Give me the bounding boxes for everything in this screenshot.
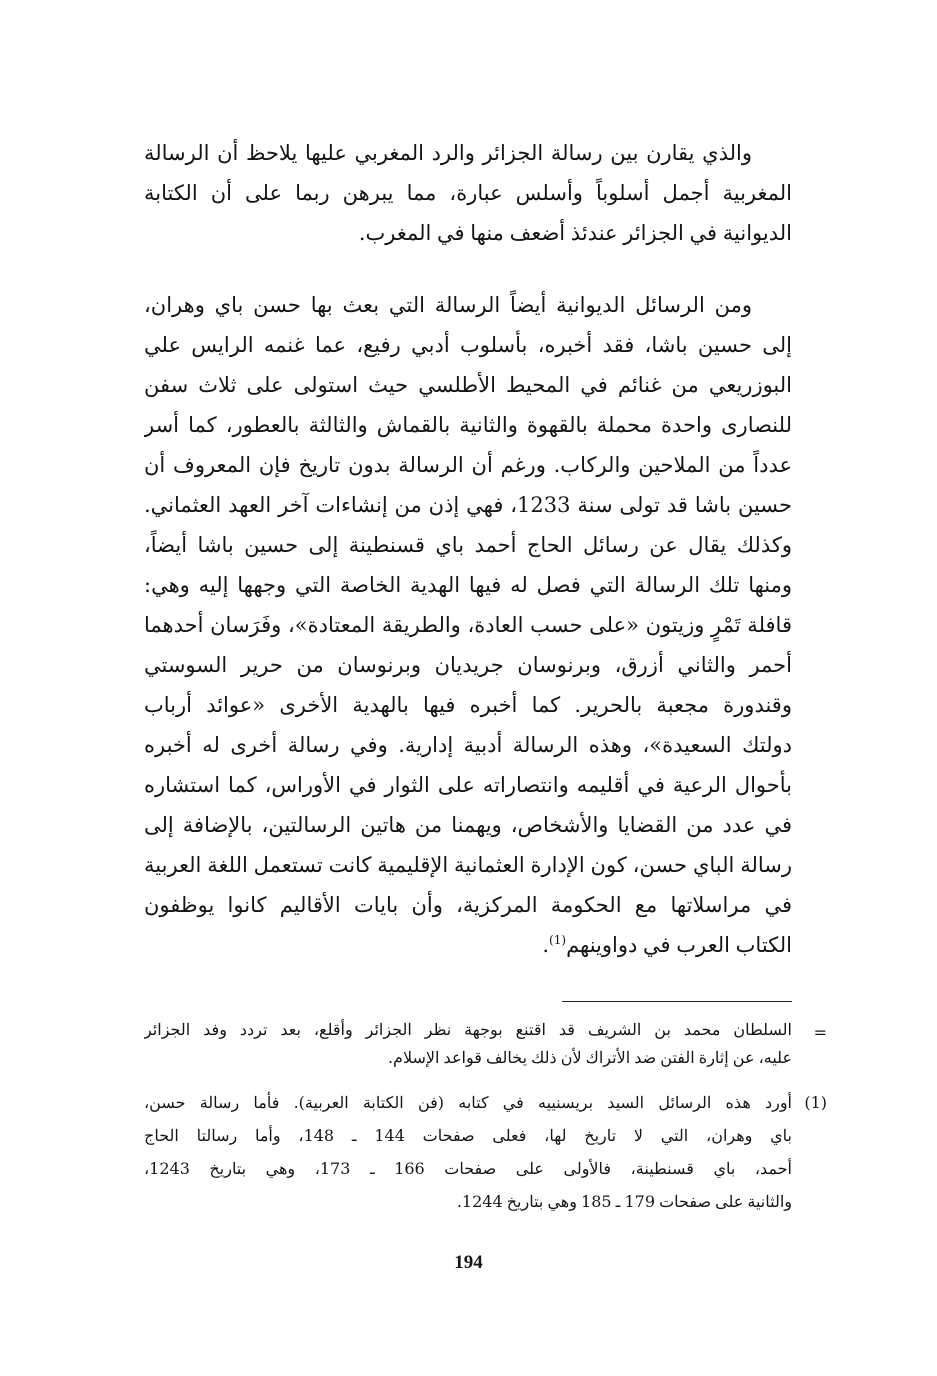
paragraph-2-line: البوزريعي من غنائم في المحيط الأطلسي حيث استولى على ثلاث سفن xyxy=(144,373,792,397)
footnote-1-marker: (1) xyxy=(804,1093,827,1112)
page-number: 194 xyxy=(454,1252,483,1273)
paragraph-2-line: بأحوال الرعية في أقليمه وانتصاراته على الثوار في الأوراس، كما استشاره xyxy=(144,773,792,797)
paragraph-2-line: في عدد من القضايا والأشخاص، ويهمنا من هاتين الرسالتين، بالإضافة إلى xyxy=(144,813,792,837)
footnote-line: عليه، عن إثارة الفتن ضد الأتراك لأن ذلك يخالف قواعد الإسلام. xyxy=(387,1048,792,1067)
paragraph-1-line: والذي يقارن بين رسالة الجزائر والرد المغربي عليها يلاحظ أن الرسالة xyxy=(144,141,752,165)
footnote-divider xyxy=(562,1001,792,1002)
paragraph-2-line: في مراسلاتها مع الحكومة المركزية، وأن بايات الأقاليم كانوا يوظفون xyxy=(144,893,792,917)
footnote-continued-marker: = xyxy=(813,1023,827,1042)
paragraph-2-end: . xyxy=(542,933,550,957)
paragraph-2-line: عدداً من الملاحين والركاب. ورغم أن الرسالة بدون تاريخ فإن المعروف أن xyxy=(144,453,792,477)
footnote-line: أورد هذه الرسائل السيد بريسنييه في كتابه (فن الكتابة العربية). فأما رسالة حسن، xyxy=(144,1093,792,1112)
paragraph-2-line: رسالة الباي حسن، كون الإدارة العثمانية الإقليمية كانت تستعمل اللغة العربية xyxy=(144,853,792,877)
paragraph-2-line: قافلة تَمْرٍ وزيتون «على حسب العادة، والطريقة المعتادة»، وفَرَسان أحدهما xyxy=(144,613,792,637)
paragraph-2-line: الكتاب العرب في دواوينهم xyxy=(566,933,792,957)
paragraph-2-line: للنصارى واحدة محملة بالقهوة والثانية بالقماش والثالثة بالعطور، كما أسر xyxy=(144,413,792,437)
paragraph-2-line: وقندورة مجعبة بالحرير. كما أخبره فيها بالهدية الأخرى «عوائد أرباب xyxy=(144,693,792,717)
paragraph-2-line: وكذلك يقال عن رسائل الحاج أحمد باي قسنطينة إلى حسين باشا أيضاً، xyxy=(144,533,792,557)
paragraph-1-line: الديوانية في الجزائر عندئذ أضعف منها في المغرب. xyxy=(358,221,792,245)
paragraph-2-last-line xyxy=(144,925,792,965)
footnote-1 xyxy=(144,1086,792,1218)
paragraph-2-line: إلى حسين باشا، فقد أخبره، بأسلوب أدبي رفيع، عما غنمه الرايس علي xyxy=(144,333,792,357)
paragraph-2 xyxy=(144,285,792,965)
footnote-continued xyxy=(144,1016,792,1072)
paragraph-2-line: ومنها تلك الرسالة التي فصل له فيها الهدية الخاصة التي وجهها إليه وهي: xyxy=(144,573,792,597)
footnote-line: أحمد، باي قسنطينة، فالأولى على صفحات 166 ـ 173، وهي بتاريخ 1243، xyxy=(144,1159,792,1178)
footnote-ref: (1) xyxy=(549,933,567,947)
paragraph-2-line: دولتك السعيدة»، وهذه الرسالة أدبية إدارية. وفي رسالة أخرى له أخبره xyxy=(144,733,792,757)
paragraph-2-line: ومن الرسائل الديوانية أيضاً الرسالة التي بعث بها حسن باي وهران، xyxy=(144,293,752,317)
paragraph-2-line: أحمر والثاني أزرق، وبرنوسان جريديان وبرنوسان من حرير السوستي xyxy=(144,653,792,677)
paragraph-1 xyxy=(144,133,792,253)
footnote-line: السلطان محمد بن الشريف قد اقتنع بوجهة نظر الجزائر وأقلع، بعد تردد وفد الجزائر xyxy=(144,1020,792,1039)
footnote-line: باي وهران، التي لا تاريخ لها، فعلى صفحات 144 ـ 148، وأما رسالتا الحاج xyxy=(144,1126,792,1145)
footnote-line: والثانية على صفحات 179 ـ 185 وهي بتاريخ 1244. xyxy=(456,1192,792,1211)
paragraph-1-line: المغربية أجمل أسلوباً وأسلس عبارة، مما يبرهن ربما على أن الكتابة xyxy=(144,181,792,205)
paragraph-2-line: حسين باشا قد تولى سنة 1233، فهي إذن من إنشاءات آخر العهد العثماني. xyxy=(144,493,792,517)
